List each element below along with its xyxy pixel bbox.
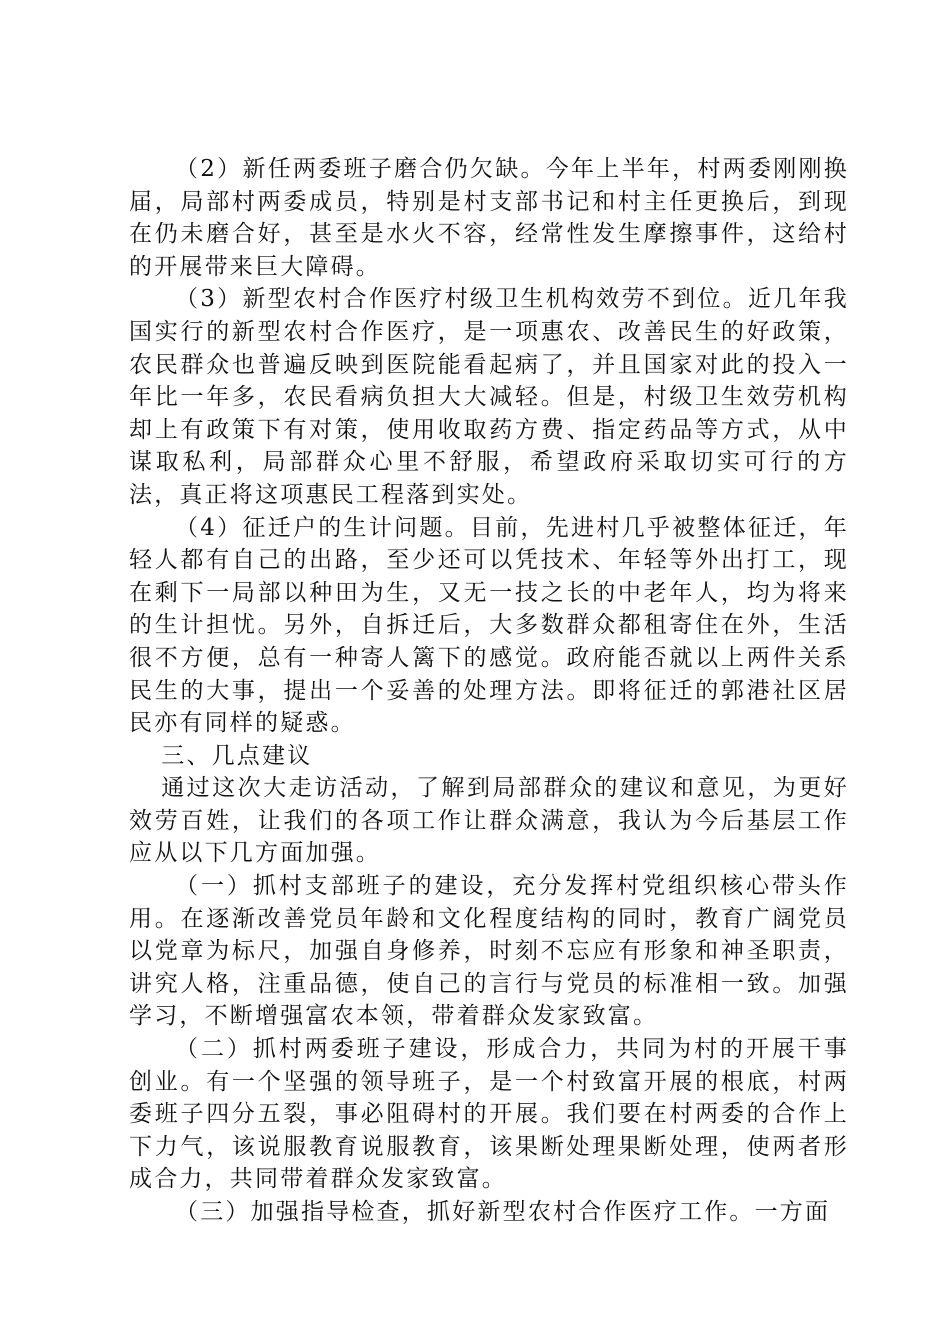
document-body <box>129 153 849 1229</box>
paragraph-item-2: （2）新任两委班子磨合仍欠缺。今年上半年，村两委刚刚换届，局部村两委成员，特别是村支部书记和村主任更换后，到现在仍未磨合好，甚至是水火不容，经常性发生摩擦事件，这给村的开展带来巨大障碍。 <box>129 156 849 280</box>
paragraph-item-3: （3）新型农村合作医疗村级卫生机构效劳不到位。近几年我国实行的新型农村合作医疗，是一项惠农、改善民生的好政策，农民群众也普遍反映到医院能看起病了，并且国家对此的投入一年比一年多，农民看病负担大大减轻。但是，村级卫生效劳机构却上有政策下有对策，使用收取药方费、指定药品等方式，从中谋取私利，局部群众心里不舒服，希望政府采取切实可行的方法，真正将这项惠民工程落到实处。 <box>129 286 849 508</box>
paragraph-suggestion-2: （二）抓村两委班子建设，形成合力，共同为村的开展干事创业。有一个坚强的领导班子，是一个村致富开展的根底，村两委班子四分五裂，事必阻碍村的开展。我们要在村两委的合作上下力气，该说服教育说服教育，该果断处理果断处理，使两者形成合力，共同带着群众发家致富。 <box>129 1036 849 1193</box>
paragraph-intro: 通过这次大走访活动，了解到局部群众的建议和意见，为更好效劳百姓，让我们的各项工作让群众满意，我认为今后基层工作应从以下几方面加强。 <box>129 775 849 867</box>
paragraph-item-4: （4）征迁户的生计问题。目前，先进村几乎被整体征迁，年轻人都有自己的出路，至少还可以凭技术、年轻等外出打工，现在剩下一局部以种田为生，又无一技之长的中老年人，均为将来的生计担忧。另外，自拆迁后，大多数群众都租寄住在外，生活很不方便，总有一种寄人篱下的感觉。政府能否就以上两件关系民生的大事，提出一个妥善的处理方法。即将征迁的郭港社区居民亦有同样的疑惑。 <box>129 514 849 737</box>
section-heading: 三、几点建议 <box>161 742 313 769</box>
paragraph-suggestion-3: （三）加强指导检查，抓好新型农村合作医疗工作。一方面 <box>175 1199 831 1225</box>
paragraph-suggestion-1: （一）抓村支部班子的建设，充分发挥村党组织核心带头作用。在逐渐改善党员年龄和文化程度结构的同时，教育广阔党员以党章为标尺，加强自身修养，时刻不忘应有形象和神圣职责，讲究人格，注重品德，使自己的言行与党员的标准相一致。加强学习，不断增强富农本领，带着群众发家致富。 <box>129 873 849 1030</box>
